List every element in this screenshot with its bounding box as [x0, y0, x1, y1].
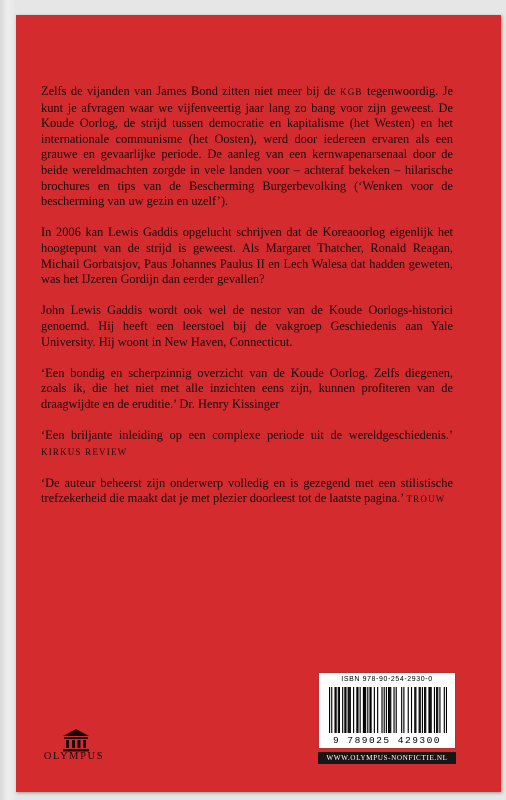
barcode-bar [371, 687, 372, 733]
barcode-bar [357, 687, 358, 733]
barcode-bar [360, 687, 361, 733]
barcode-bar [331, 687, 332, 733]
blurb-paragraph-1-start: Zelfs de vijanden van James Bond zitten niet meer bij de [41, 84, 341, 98]
quote-kissinger [41, 366, 453, 413]
barcode-bar [403, 687, 404, 733]
barcode-bar [428, 687, 429, 733]
barcode-bar [393, 687, 394, 733]
kgb-abbreviation: KGB [340, 87, 363, 97]
blurb-paragraph-1 [41, 84, 453, 210]
barcode-bar [336, 687, 337, 733]
barcode-bar [414, 687, 415, 733]
barcode-bar [339, 687, 340, 733]
barcode-bar [367, 687, 368, 733]
publisher-url: WWW.OLYMPUS-NONFICTIE.NL [318, 752, 456, 764]
author-bio: John Lewis Gaddis wordt ook wel de nestor van de Koude Oorlogs-historici genoemd. Hij heeft een leerstoel bij de vakgroep Geschiedenis aan Yale University. Hij woont in New Haven, Connecticut. [41, 303, 453, 349]
barcode-bar [422, 687, 423, 733]
quote-kirkus-source: KIRKUS REVIEW [41, 446, 128, 457]
quote-trouw-source: TROUW [406, 494, 446, 505]
barcode-bar [350, 687, 351, 733]
barcode-bar [434, 687, 435, 733]
quote-kirkus [41, 428, 453, 460]
barcode-bar [446, 687, 447, 733]
barcode-bar [364, 687, 365, 733]
quote-kissinger-text: ‘Een bondig en scherpzinnig overzicht van de Koude Oorlog. Zelfs diegenen, zoals ik, die het niet met alle inzichten eens zijn, kunnen profiteren van de draagwijdte en de eruditie.’ Dr. Henry Kissinger [41, 365, 453, 411]
barcode-bar [424, 687, 425, 733]
barcode-bar [342, 687, 343, 733]
barcode-bar [329, 687, 330, 733]
barcode-bar [381, 687, 382, 733]
barcode-bar [353, 687, 354, 733]
barcode-bar [334, 687, 335, 733]
barcode-box [318, 672, 456, 749]
barcode-bar [348, 687, 349, 733]
barcode-bar [389, 687, 390, 733]
barcode-bar [363, 687, 364, 733]
barcode-bar [439, 687, 440, 733]
isbn-label: ISBN 978-90-254-2930-0 [341, 676, 433, 683]
barcode-bar [344, 687, 345, 733]
barcode-bar [377, 687, 378, 733]
barcode-bar [396, 687, 397, 733]
barcode-bar [425, 687, 426, 733]
barcode-bar [419, 687, 420, 733]
blurb-text [41, 84, 453, 524]
barcode-icon [329, 687, 447, 733]
barcode-bar [437, 687, 438, 733]
barcode-bar [444, 687, 445, 733]
blurb-paragraph-1-end: tegenwoordig. Je kunt je afvragen waar we vijfenveertig jaar lang zo bang voor zijn geweest. De Koude Oorlog, de strijd tussen democratie en kapitalisme (het Westen) en het internationale communisme (het Oosten), werd door iedereen ervaren als een grauwe en gevaarlijke periode. De aanleg van een kernwapenarsenaal door de beide wereldmachten zorgde in vele landen voor – achteraf bekeken – hilarische brochures en tips van de Bescherming Burgerbevolking (‘Wenken voor de bescherming van uw gezin en uzelf’). [41, 84, 453, 209]
barcode-bar [338, 687, 339, 733]
blurb-paragraph-2: In 2006 kan Lewis Gaddis opgelucht schrijven dat de Koreaoorlog eigenlijk het hoogtepunt van de strijd is geweest. Als Margaret Thatcher, Ronald Reagan, Michail Gorbatsjov, Paus Johannes Paulus II en Lech Walesa dat hadden geweten, was het IJzeren Gordijn dan eerder gevallen? [41, 225, 453, 287]
barcode-bar [401, 687, 402, 733]
barcode-bar [420, 687, 421, 733]
barcode-bar [436, 687, 437, 733]
barcode-bar [431, 687, 432, 733]
barcode-bar [386, 687, 387, 733]
barcode-bar [356, 687, 357, 733]
barcode-bar [374, 687, 375, 733]
quote-kirkus-text: ‘Een briljante inleiding op een complexe periode uit de wereldgeschiedenis.’ [41, 428, 453, 443]
barcode-bar [408, 687, 409, 733]
publisher-logo [46, 728, 106, 768]
barcode-bar [430, 687, 431, 733]
barcode-bar [390, 687, 391, 733]
quote-trouw [41, 476, 453, 508]
barcode-bar [349, 687, 350, 733]
barcode-digits: 9 789025 429300 [332, 735, 441, 746]
barcode-bar [345, 687, 346, 733]
barcode-bar [411, 687, 412, 733]
barcode-bar [415, 687, 416, 733]
barcode-bar [388, 687, 389, 733]
temple-icon [61, 728, 91, 752]
quote-trouw-text: ‘De auteur beheerst zijn onderwerp volledig en is gezegend met een stilistische trefzekerheid die maakt dat je met plezier doorleest tot de laatste pagina.’ [41, 475, 453, 506]
barcode-bar [365, 687, 366, 733]
publisher-name: OLYMPUS [43, 751, 105, 762]
barcode-bar [384, 687, 385, 733]
barcode-bar [369, 687, 370, 733]
